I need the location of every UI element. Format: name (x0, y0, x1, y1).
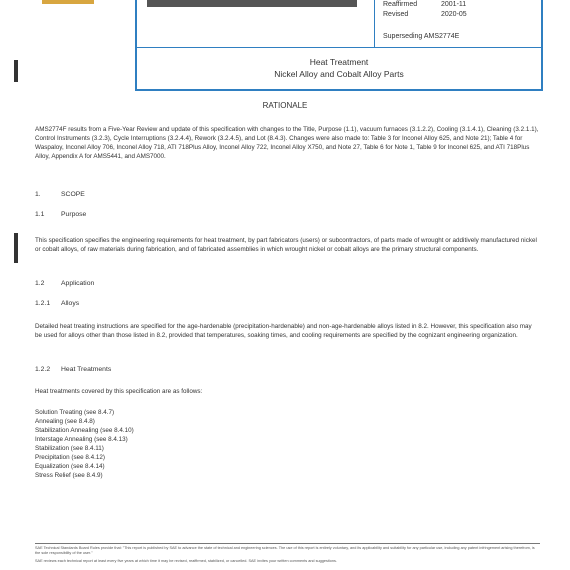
rationale-heading: RATIONALE (262, 101, 308, 110)
header-divider (374, 0, 375, 47)
section-title: Purpose (61, 211, 87, 218)
document-title (137, 56, 541, 80)
heat-treatments-intro: Heat treatments covered by this specification are as follows: (35, 388, 203, 395)
footer-note-1: SAE Technical Standards Board Rules provide that: "This report is published by SAE to advance the state of technical and engineering sciences. The use of this report is entirely voluntary, and its applicability and suitability for any particular use, including any patent infringement arising therefrom, is the sole responsibility of the user." (35, 546, 535, 555)
section-heat-treatments (35, 366, 111, 373)
list-item: Stabilization (see 8.4.11) (35, 445, 104, 452)
revised-row (383, 11, 467, 18)
list-item: Stabilization Annealing (see 8.4.10) (35, 427, 134, 434)
section-number: 1.2 (35, 280, 45, 287)
section-number: 1. (35, 191, 41, 198)
reaffirmed-date: 2001-11 (441, 1, 467, 8)
revised-label: Revised (383, 11, 409, 18)
section-application (35, 280, 94, 287)
heat-treatments-list (35, 408, 134, 480)
superseding-note: Superseding AMS2774E (383, 33, 460, 40)
section-number: 1.2.2 (35, 366, 51, 373)
section-purpose (35, 211, 86, 218)
footer-note-2: SAE reviews each technical report at least every five years at which time it may be revised, reaffirmed, stabilized, or cancelled. SAE invites your written comments and suggestions. (35, 559, 337, 563)
reaffirmed-row (383, 1, 466, 8)
list-item: Annealing (see 8.4.8) (35, 418, 95, 425)
section-number: 1.1 (35, 211, 45, 218)
reaffirmed-label: Reaffirmed (383, 1, 418, 8)
rationale-text: AMS2774F results from a Five-Year Review and update of this specification with changes to the Title, Purpose (1.1), vacuum furnaces (3.1.2.2), Cooling (3.1.4.1), Cleaning (3.2.1.1), Control Instruments (3.2.3), Cycle Interruptions (3.2.4.4), Rework (3.2.4.5), and Lot (8.4.3). Changes were also made to: Table 3 for Inconel Alloy 625, and Note 21); Table 4 for Waspaloy, Inconel Alloy 706, Inconel Alloy 718, ATI 718Plus Alloy, Inconel Alloy 722, Inconel Alloy X750, and Note 27, Table 6 for Note 1, Table 9 for Inconel 625, and ATI 718Plus Alloy, Appendix A for AMS5441, and AMS7000. (35, 126, 539, 160)
list-item: Precipitation (see 8.4.12) (35, 454, 106, 461)
section-title: Heat Treatments (61, 366, 112, 373)
list-item: Solution Treating (see 8.4.7) (35, 409, 115, 416)
list-item: Equalization (see 8.4.14) (35, 463, 105, 470)
revised-date: 2020-05 (441, 11, 467, 18)
section-number: 1.2.1 (35, 300, 51, 307)
document-header (135, 0, 543, 91)
section-scope (35, 191, 85, 198)
header-redacted-block (147, 0, 357, 7)
change-bar-2 (14, 233, 18, 263)
title-line-2: Nickel Alloy and Cobalt Alloy Parts (274, 69, 404, 79)
section-title: SCOPE (61, 191, 85, 198)
section-alloys (35, 300, 79, 307)
header-top-row (137, 0, 541, 48)
section-title: Application (61, 280, 95, 287)
title-line-1: Heat Treatment (309, 57, 369, 67)
purpose-text: This specification specifies the engineering requirements for heat treatment, by part fabricators (users) or subcontractors, of parts made of wrought or additively manufactured nickel or cobalt alloys, of raw materials during fabrication, and of fabricated assemblies in which wrought nickel or cobalt alloys are the primary structural components. (35, 237, 537, 253)
footer-divider (35, 543, 540, 544)
section-title: Alloys (61, 300, 80, 307)
list-item: Stress Relief (see 8.4.9) (35, 472, 103, 479)
list-item: Interstage Annealing (see 8.4.13) (35, 436, 128, 443)
logo-accent-strip (42, 0, 94, 4)
change-bar-1 (14, 60, 18, 82)
alloys-text: Detailed heat treating instructions are specified for the age-hardenable (precipitation-hardenable) and non-age-hardenable alloys listed in 8.2. However, this specification also may be used for alloys other than those listed in 8.2, provided that temperatures, soaking times, and cooling requirements are specified by the cognizant engineering organization. (35, 323, 532, 339)
